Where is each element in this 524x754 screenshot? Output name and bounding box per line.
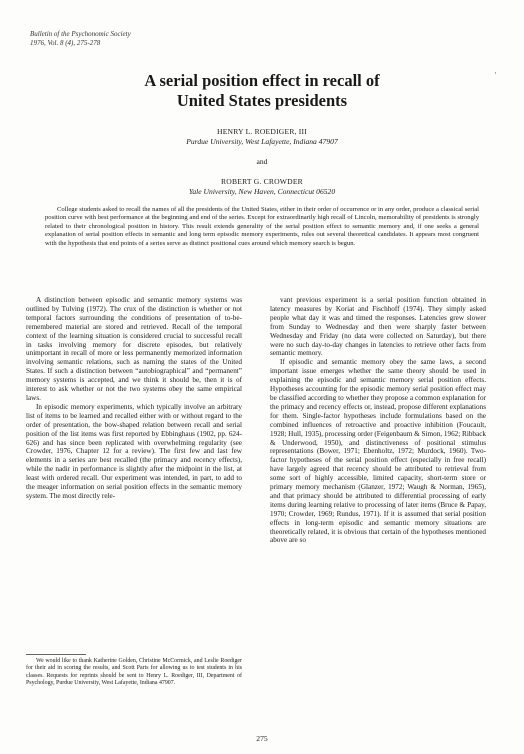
body-paragraph: A distinction between episodic and semantic memory systems was outlined by Tulving (1972). The crux of the distinction is whether or not temporal factors surrounding the conditions of presentation of to-be-remembered material are stored and retrieved. Recall of the temporal context of the learning situation is considered crucial to successful recall in tasks involving memory for discrete episodes, but relatively unimportant in recall of more or less permanently memorized information involving semantic relations, such as naming the states of the United States. If such a distinction between “autobiographical” and “permanent” memory systems is accepted, and we think it should be, then it is of interest to ask whether or not the two systems obey the same empirical laws.	[26, 296, 242, 402]
footnote-rule	[26, 654, 86, 655]
journal-citation: 1976, Vol. 8 (4), 275-278	[30, 39, 101, 47]
article-title	[0, 71, 524, 111]
abstract	[45, 206, 479, 248]
page-number: 275	[256, 734, 268, 743]
author-block-1	[0, 127, 524, 146]
body-paragraph: In episodic memory experiments, which typically involve an arbitrary list of items to be learned and recalled either with or without regard to the order of presentation, the bow-shaped relation between recall and serial position of the list items was first reported by Ebbinghaus (1902, pp. 624-626) and has since been replicated with overwhelming regularity (see Crowder, 1976, Chapter 12 for a review). The first few and last few elements in a series are best recalled (the primacy and recency effects), while the nadir in performance is slightly after the midpoint in the list, at least with ordered recall. Our experiment was intended, in part, to add to the meager information on serial position effects in the semantic memory system. The most directly rele-	[26, 402, 242, 500]
abstract-text: College students asked to recall the names of all the presidents of the United States, either in their order of occurrence or in any order, produce a classical serial position curve with best performance at the beginning and end of the series. Except for extraordinarily high recall of Lincoln, memorability of presidents is strongly related to their chronological position in history. This result extends generality of the serial position effect to semantic memory and, if one seeks a general explanation of serial position effects in semantic and long term episodic memory experiments, rules out several theoretical candidates. It appears most congruent with the hypothesis that end points of a series serve as distinct positional cues around which memory search is begun.	[45, 206, 479, 247]
body-paragraph: vant previous experiment is a serial position function obtained in latency measures by Koriat and Fischhoff (1974). They simply asked people what day it was and timed the responses. Latencies grew slower from Sunday to Wednesday and then were sharply faster between Wednesday and Friday (no data were collected on Saturday), but there were no such day-to-day changes in latencies to retrieve other facts from semantic memory.	[270, 296, 486, 358]
and-separator: and	[256, 157, 268, 166]
margin-mark: ·	[494, 68, 497, 78]
footnote	[26, 658, 242, 688]
title-line-2: United States presidents	[176, 91, 348, 110]
left-column	[26, 296, 242, 501]
journal-header	[30, 30, 131, 48]
author-affiliation: Purdue University, West Lafayette, Indiana 47907	[186, 136, 338, 146]
title-line-1: A serial position effect in recall of	[144, 71, 380, 90]
author-block-2	[0, 177, 524, 196]
author-name: ROBERT G. CROWDER	[221, 177, 303, 186]
journal-name: Bulletin of the Psychonomic Society	[30, 30, 131, 38]
footnote-text: We would like to thank Katherine Golden, Christine McCormick, and Leslie Roediger for their aid in scoring the results, and Scott Paris for allowing us to test students in his classes. Requests for reprints should be sent to Henry L. Roediger, III, Department of Psychology, Purdue University, West Lafayette, Indiana 47907.	[26, 658, 242, 687]
author-affiliation: Yale University, New Haven, Connecticut 06520	[188, 186, 336, 196]
author-name: HENRY L. ROEDIGER, III	[217, 127, 307, 136]
body-paragraph: If episodic and semantic memory obey the same laws, a second important issue emerges whether the same theory should be used in explaining the episodic and semantic memory serial position effects. Hypotheses accounting for the episodic memory serial position effect may be classified according to whether they propose a common explanation for the primacy and recency effects or, instead, propose different explanations for them. Single-factor hypotheses include formulations based on the combined influences of retroactive and proactive inhibition (Foucault, 1928; Hull, 1935), processing order (Feigenbaum & Simon, 1962; Ribback & Underwood, 1950), and distinctiveness of positional stimulus representations (Bower, 1971; Ebenholtz, 1972; Murdock, 1960). Two-factor hypotheses of the serial position effect (especially in free recall) have largely agreed that recency should be attributed to retrieval from some sort of highly accessible, limited capacity, short-term store or primary memory mechanism (Glanzer, 1972; Waugh & Norman, 1965), and that primacy should be attributed to differential processing of early items during learning relative to processing of later items (Bruce & Papay, 1970; Crowder, 1969; Rundus, 1971). If it is assumed that serial position effects in long-term episodic and semantic memory situations are theoretically related, it is obvious that certain of the hypotheses mentioned above are so	[270, 358, 486, 545]
right-column	[270, 296, 486, 545]
